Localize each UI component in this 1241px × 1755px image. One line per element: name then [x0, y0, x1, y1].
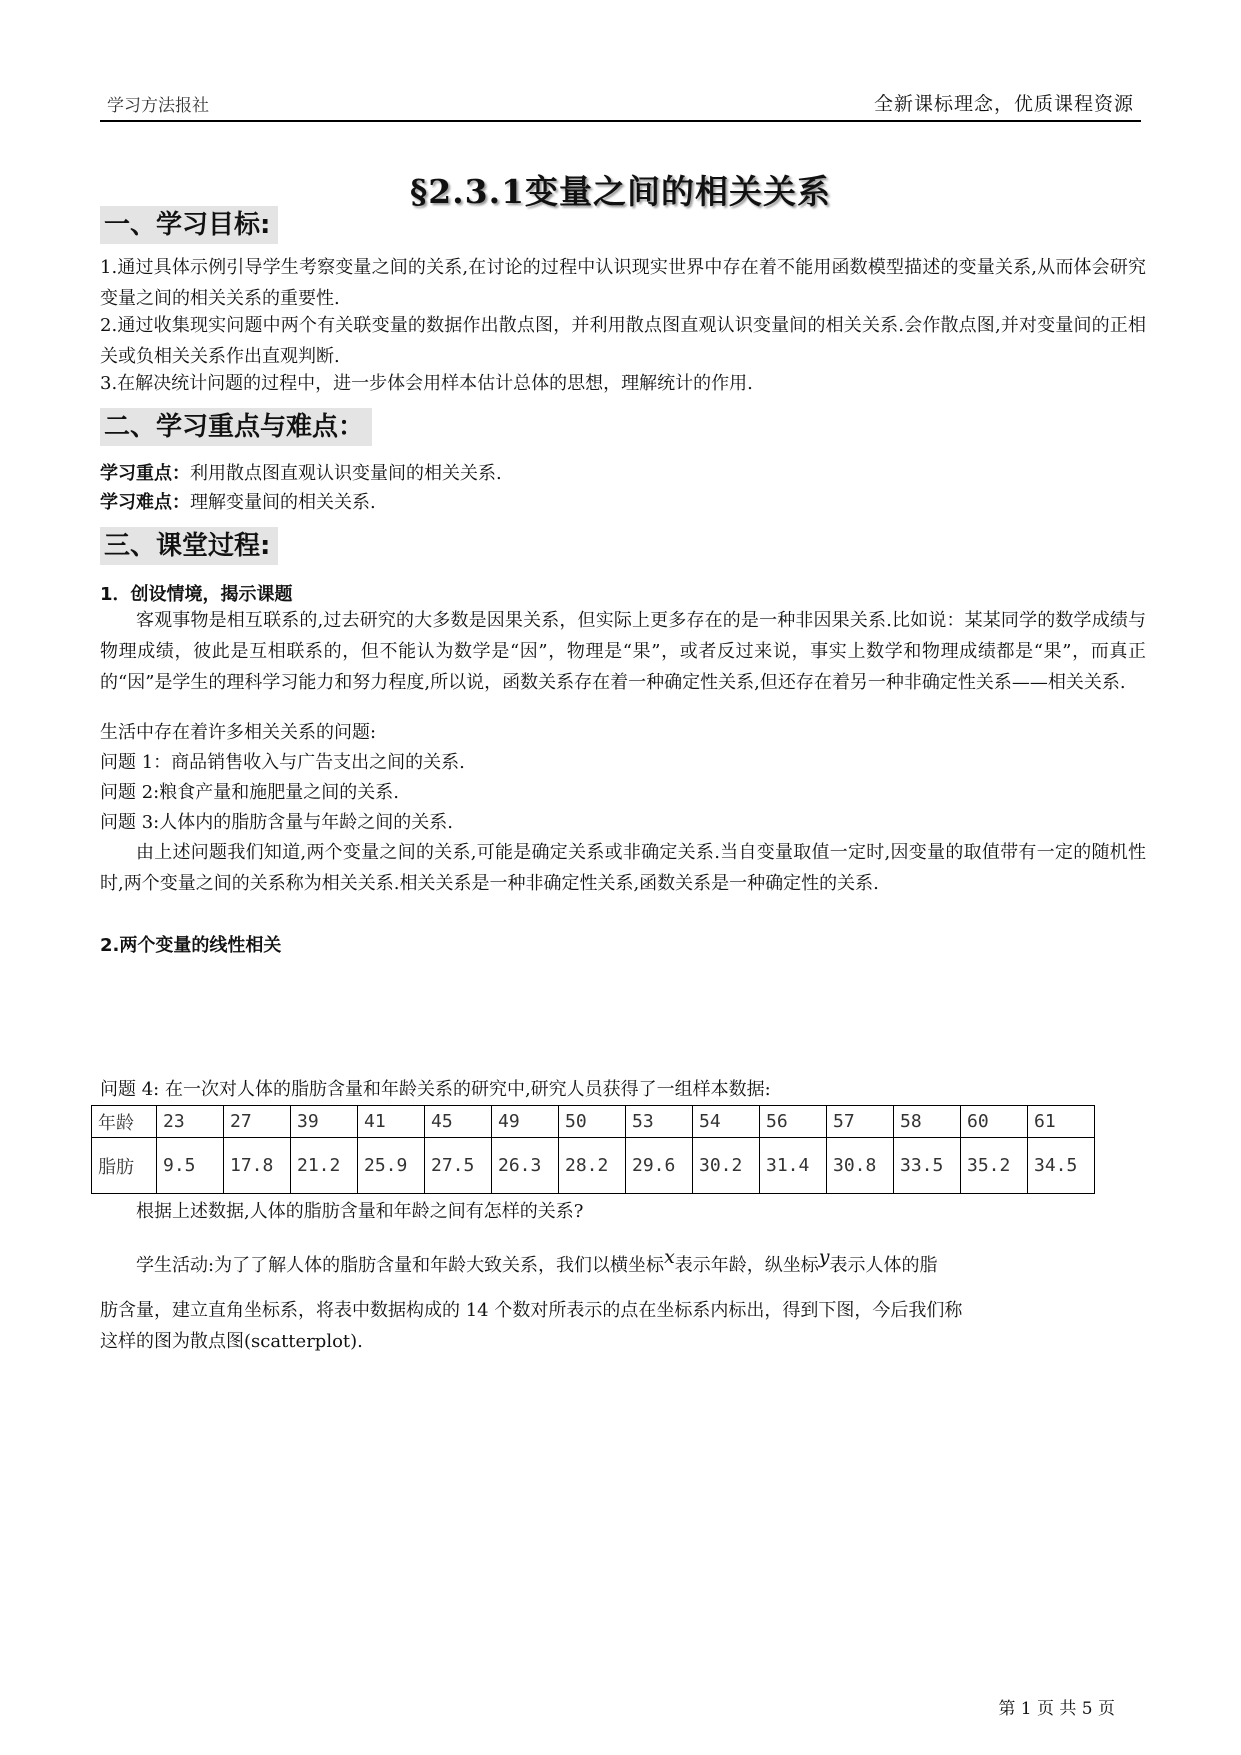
header-slogan: 全新课标理念，优质课程资源 [873, 93, 1134, 115]
objective-item-2: 2.通过收集现实问题中两个有关联变量的数据作出散点图，并利用散点图直观认识变量间的相关关系.会作散点图,并对变量间的正相关或负相关关系作出直观判断. [100, 315, 1146, 367]
table-row-label: 年龄 [92, 1106, 157, 1138]
table-cell: 30.8 [827, 1138, 894, 1194]
section-heading-objectives: 一、学习目标: [100, 206, 278, 244]
table-cell: 49 [492, 1106, 559, 1138]
table-cell: 35.2 [961, 1138, 1028, 1194]
table-cell: 60 [961, 1106, 1028, 1138]
table-row-fat [92, 1138, 1095, 1194]
life-intro: 生活中存在着许多相关关系的问题: [100, 722, 377, 743]
table-cell: 53 [626, 1106, 693, 1138]
table-cell: 58 [894, 1106, 961, 1138]
table-cell: 56 [760, 1106, 827, 1138]
subheading-situation: 1．创设情境，揭示课题 [100, 584, 293, 605]
table-cell: 34.5 [1028, 1138, 1095, 1194]
page-title: §2.3.1变量之间的相关关系 [409, 172, 832, 211]
key-point-line [100, 458, 502, 489]
variable-y: y [818, 1246, 830, 1268]
sample-data-table [91, 1105, 1095, 1194]
objective-item-3: 3.在解决统计问题的过程中，进一步体会用样本估计总体的思想，理解统计的作用. [100, 373, 753, 394]
table-cell: 57 [827, 1106, 894, 1138]
table-cell: 30.2 [693, 1138, 760, 1194]
table-cell: 28.2 [559, 1138, 626, 1194]
header-divider [100, 120, 1141, 122]
table-cell: 17.8 [224, 1138, 291, 1194]
section-heading-process: 三、课堂过程: [100, 527, 278, 565]
student-activity-line-3: 这样的图为散点图(scatterplot). [100, 1331, 363, 1352]
table-cell: 54 [693, 1106, 760, 1138]
student-activity-line-2: 肪含量，建立直角坐标系，将表中数据构成的 14 个数对所表示的点在坐标系内标出，得到下图，今后我们称 [100, 1300, 963, 1321]
page-number: 第 1 页 共 5 页 [998, 1699, 1115, 1719]
table-cell: 9.5 [157, 1138, 224, 1194]
paragraph-intro: 客观事物是相互联系的,过去研究的大多数是因果关系，但实际上更多存在的是一种非因果关系.比如说：某某同学的数学成绩与物理成绩，彼此是互相联系的，但不能认为数学是“因”，物理是“果”，或者反过来说，事实上数学和物理成绩都是“果”，而真正的“因”是学生的理科学习能力和努力程度,所以说，函数关系存在着一种确定性关系,但还存在着另一种非确定性关系——相关关系. [100, 610, 1146, 693]
difficulty-text: 理解变量间的相关关系. [190, 492, 376, 513]
table-cell: 27 [224, 1106, 291, 1138]
table-cell: 33.5 [894, 1138, 961, 1194]
table-cell: 41 [358, 1106, 425, 1138]
table-cell: 27.5 [425, 1138, 492, 1194]
activity-text-c: 表示人体的脂 [829, 1255, 938, 1276]
activity-text-b: 表示年龄，纵坐标 [674, 1255, 819, 1276]
student-activity-line-1 [100, 1246, 938, 1281]
table-cell: 39 [291, 1106, 358, 1138]
question-4: 问题 4: 在一次对人体的脂肪含量和年龄关系的研究中,研究人员获得了一组样本数据: [100, 1079, 771, 1100]
table-row-label: 脂肪 [92, 1138, 157, 1194]
table-cell: 29.6 [626, 1138, 693, 1194]
table-cell: 23 [157, 1106, 224, 1138]
section-heading-key-points: 二、学习重点与难点： [100, 408, 372, 446]
question-1: 问题 1：商品销售收入与广告支出之间的关系. [100, 752, 465, 773]
header-publisher: 学习方法报社 [107, 96, 209, 116]
difficulty-line [100, 487, 376, 518]
question-2: 问题 2:粮食产量和施肥量之间的关系. [100, 782, 399, 803]
question-3: 问题 3:人体内的脂肪含量与年龄之间的关系. [100, 812, 453, 833]
objective-item-1: 1.通过具体示例引导学生考察变量之间的关系,在讨论的过程中认识现实世界中存在着不能用函数模型描述的变量关系,从而体会研究变量之间的相关关系的重要性. [100, 257, 1146, 309]
table-cell: 61 [1028, 1106, 1095, 1138]
table-cell: 50 [559, 1106, 626, 1138]
focus-text: 利用散点图直观认识变量间的相关关系. [190, 463, 502, 484]
difficulty-label: 学习难点： [100, 492, 190, 513]
variable-x: x [664, 1246, 675, 1268]
table-row-age [92, 1106, 1095, 1138]
table-cell: 21.2 [291, 1138, 358, 1194]
table-cell: 26.3 [492, 1138, 559, 1194]
table-cell: 45 [425, 1106, 492, 1138]
paragraph-definition: 由上述问题我们知道,两个变量之间的关系,可能是确定关系或非确定关系.当自变量取值一定时,因变量的取值带有一定的随机性时,两个变量之间的关系称为相关关系.相关关系是一种非确定性关系,函数关系是一种确定性的关系. [100, 842, 1146, 894]
subheading-linear-correlation: 2.两个变量的线性相关 [100, 935, 282, 956]
table-cell: 31.4 [760, 1138, 827, 1194]
question-after-table: 根据上述数据,人体的脂肪含量和年龄之间有怎样的关系? [136, 1201, 584, 1222]
activity-text-a: 学生活动:为了了解人体的脂肪含量和年龄大致关系，我们以横坐标 [136, 1255, 665, 1276]
table-cell: 25.9 [358, 1138, 425, 1194]
focus-label: 学习重点： [100, 463, 190, 484]
